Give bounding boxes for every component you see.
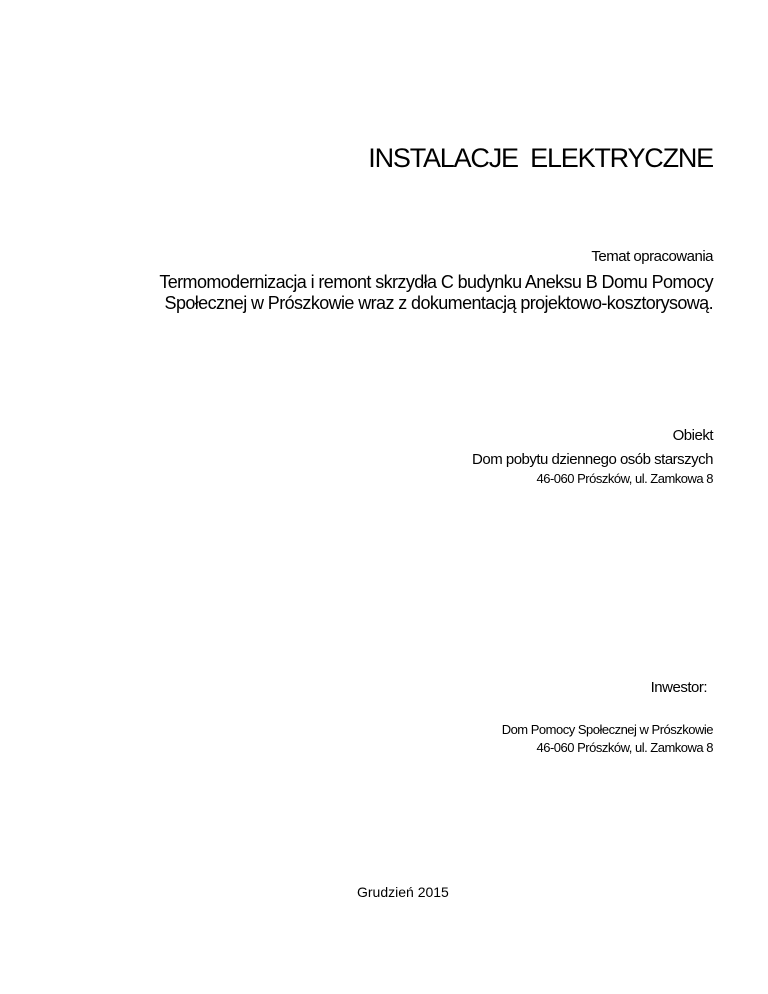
- topic-label: Temat opracowania: [591, 248, 713, 265]
- object-name: Dom pobytu dziennego osób starszych: [472, 451, 713, 468]
- investor-label: Inwestor:: [650, 679, 707, 696]
- topic-text-line-2: Społecznej w Prószkowie wraz z dokumentacją projektowo-kosztorysową.: [164, 293, 713, 313]
- investor-name: Dom Pomocy Społecznej w Prószkowie: [501, 722, 713, 737]
- topic-text-line-1: Termomodernizacja i remont skrzydła C budynku Aneksu B Domu Pomocy: [159, 272, 713, 292]
- object-address: 46-060 Prószków, ul. Zamkowa 8: [536, 471, 713, 486]
- investor-address: 46-060 Prószków, ul. Zamkowa 8: [536, 740, 713, 755]
- document-title: INSTALACJE ELEKTRYCZNE: [368, 143, 713, 173]
- document-date: Grudzień 2015: [357, 884, 449, 900]
- object-label: Obiekt: [672, 427, 713, 444]
